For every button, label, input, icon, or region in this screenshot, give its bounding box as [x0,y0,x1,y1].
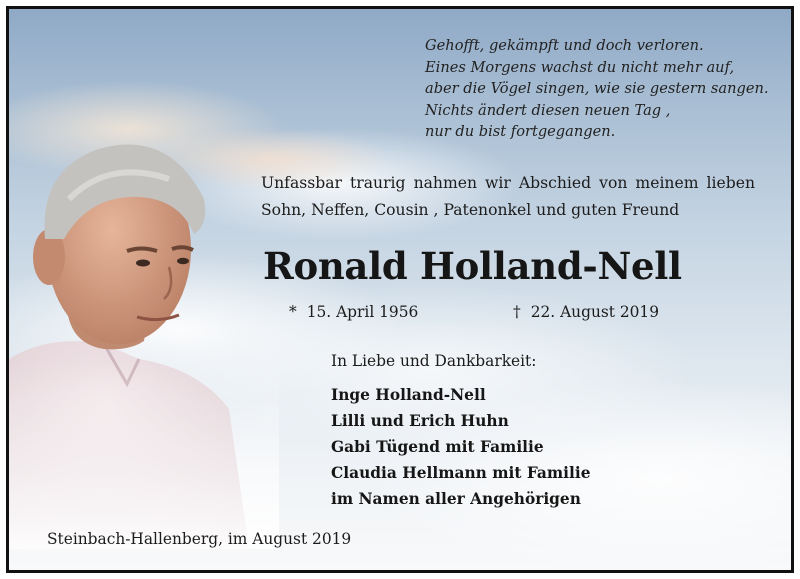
thanks-heading: In Liebe und Dankbarkeit: [331,352,537,370]
list-item: im Namen aller Angehörigen [331,490,581,508]
birth-date [289,301,418,323]
list-item: Claudia Hellmann mit Familie [331,464,591,482]
list-item: Inge Holland-Nell [331,386,486,404]
verse-line: Nichts ändert diesen neuen Tag , [425,101,671,119]
portrait-photo [9,129,279,549]
birth-symbol: * [289,303,297,321]
place-and-date: Steinbach-Hallenberg, im August 2019 [47,530,352,548]
list-item: Lilli und Erich Huhn [331,412,509,430]
list-item: Gabi Tügend mit Familie [331,438,544,456]
death-date [513,301,659,323]
birth-date-value: 15. April 1956 [306,303,419,321]
death-date-value: 22. August 2019 [530,303,660,321]
verse-line: nur du bist fortgegangen. [425,123,616,140]
deceased-name: Ronald Holland-Nell [263,244,682,288]
verse-line: Eines Morgens wachst du nicht mehr auf, [425,58,735,76]
verse-line: Gehofft, gekämpft und doch verloren. [425,37,704,54]
obituary-notice [6,6,794,573]
memorial-verse [425,35,769,143]
mourners-list [331,382,591,512]
announcement-text: Unfassbar traurig nahmen wir Abschied von meinem lieben Sohn, Neffen, Cousin , Patenonkel und guten Freund [261,174,755,219]
verse-line: aber die Vögel singen, wie sie gestern sangen. [425,80,769,97]
cross-symbol: † [513,303,521,321]
